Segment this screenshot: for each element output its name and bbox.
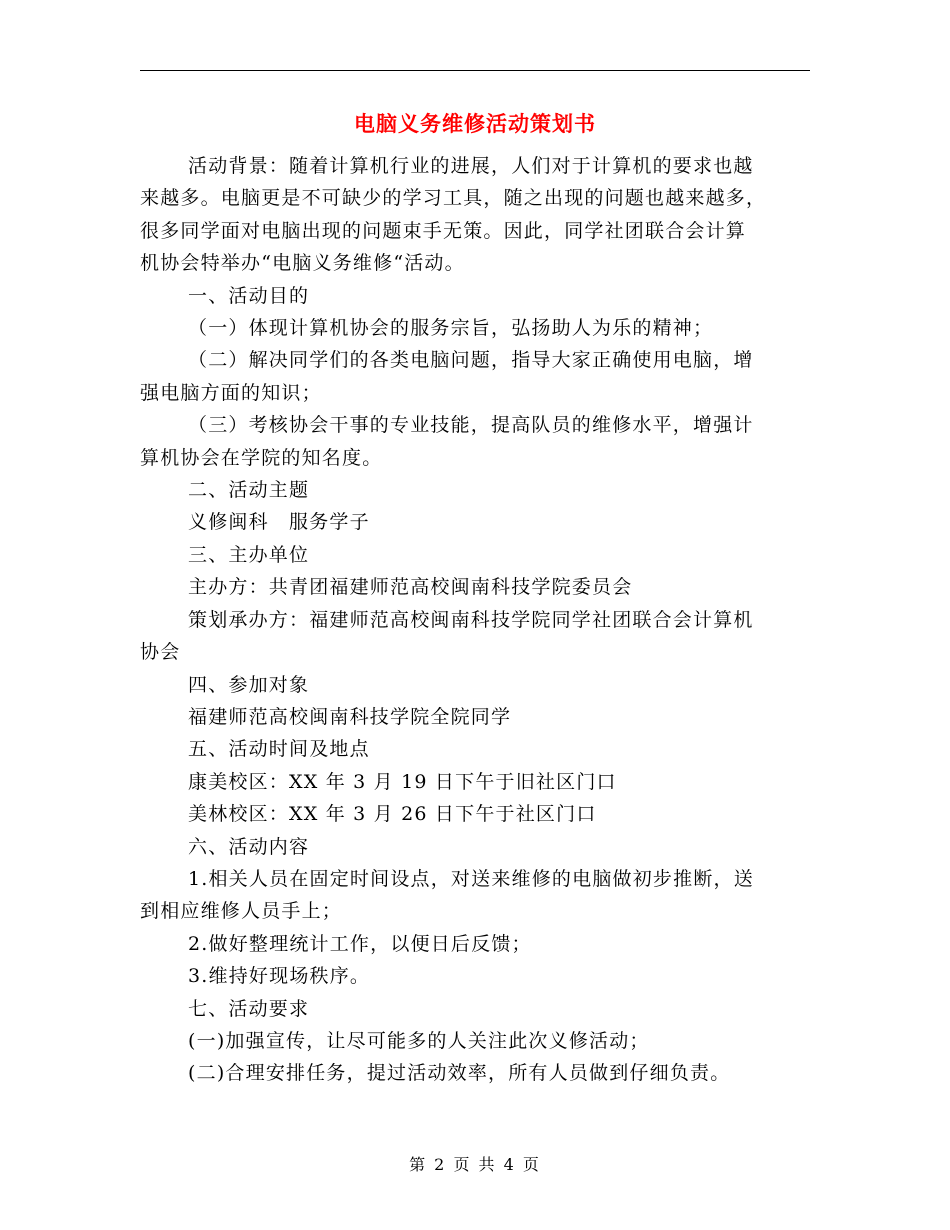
paragraph-line: 算机协会在学院的知名度。	[140, 446, 383, 469]
paragraph-line: 2.做好整理统计工作，以便日后反馈；	[188, 932, 532, 955]
section-heading: 五、活动时间及地点	[188, 738, 370, 761]
paragraph-line: 很多同学面对电脑出现的问题束手无策。因此，同学社团联合会计算	[140, 219, 747, 242]
section-heading: 三、主办单位	[188, 543, 310, 566]
paragraph-line: 活动背景：随着计算机行业的进展，人们对于计算机的要求也越	[188, 155, 754, 177]
paragraph-line: 来越多。电脑更是不可缺少的学习工具，随之出现的问题也越来越多，	[140, 187, 767, 210]
document-title: 电脑义务维修活动策划书	[354, 111, 596, 136]
paragraph-line: 策划承办方：福建师范高校闽南科技学院同学社团联合会计算机	[188, 608, 754, 631]
section-heading: 一、活动目的	[188, 284, 310, 307]
paragraph-line: 福建师范高校闽南科技学院全院同学	[188, 705, 512, 728]
paragraph-line: 机协会特举办“电脑义务维修“活动。	[140, 252, 465, 275]
paragraph-line: 义修闽科 服务学子	[188, 511, 370, 534]
paragraph-line: 3.维持好现场秩序。	[188, 965, 371, 988]
header-rule	[140, 70, 810, 71]
section-heading: 二、活动主题	[188, 479, 310, 502]
paragraph-line: 到相应维修人员手上；	[140, 900, 343, 923]
paragraph-line: （一）体现计算机协会的服务宗旨，弘扬助人为乐的精神；	[188, 317, 714, 340]
paragraph-line: (一)加强宣传，让尽可能多的人关注此次义修活动；	[188, 1029, 650, 1052]
paragraph-line: 协会	[140, 641, 181, 664]
paragraph-line: （二）解决同学们的各类电脑问题，指导大家正确使用电脑，增	[188, 349, 754, 372]
paragraph-line: 强电脑方面的知识；	[140, 381, 322, 404]
paragraph-line: 美林校区：XX 年 3 月 26 日下午于社区门口	[188, 803, 597, 826]
paragraph-line: 主办方：共青团福建师范高校闽南科技学院委员会	[188, 576, 633, 599]
section-heading: 七、活动要求	[188, 997, 310, 1020]
paragraph-line: 1.相关人员在固定时间设点，对送来维修的电脑做初步推断，送	[188, 867, 754, 890]
section-heading: 六、活动内容	[188, 835, 310, 858]
page-number: 第 2 页 共 4 页	[409, 1155, 541, 1174]
paragraph-line: (二)合理安排任务，提过活动效率，所有人员做到仔细负责。	[188, 1062, 731, 1085]
document-body	[140, 150, 810, 1090]
section-heading: 四、参加对象	[188, 673, 310, 696]
paragraph-line: 康美校区：XX 年 3 月 19 日下午于旧社区门口	[188, 770, 617, 793]
paragraph-line: （三）考核协会干事的专业技能，提高队员的维修水平，增强计	[188, 414, 754, 437]
